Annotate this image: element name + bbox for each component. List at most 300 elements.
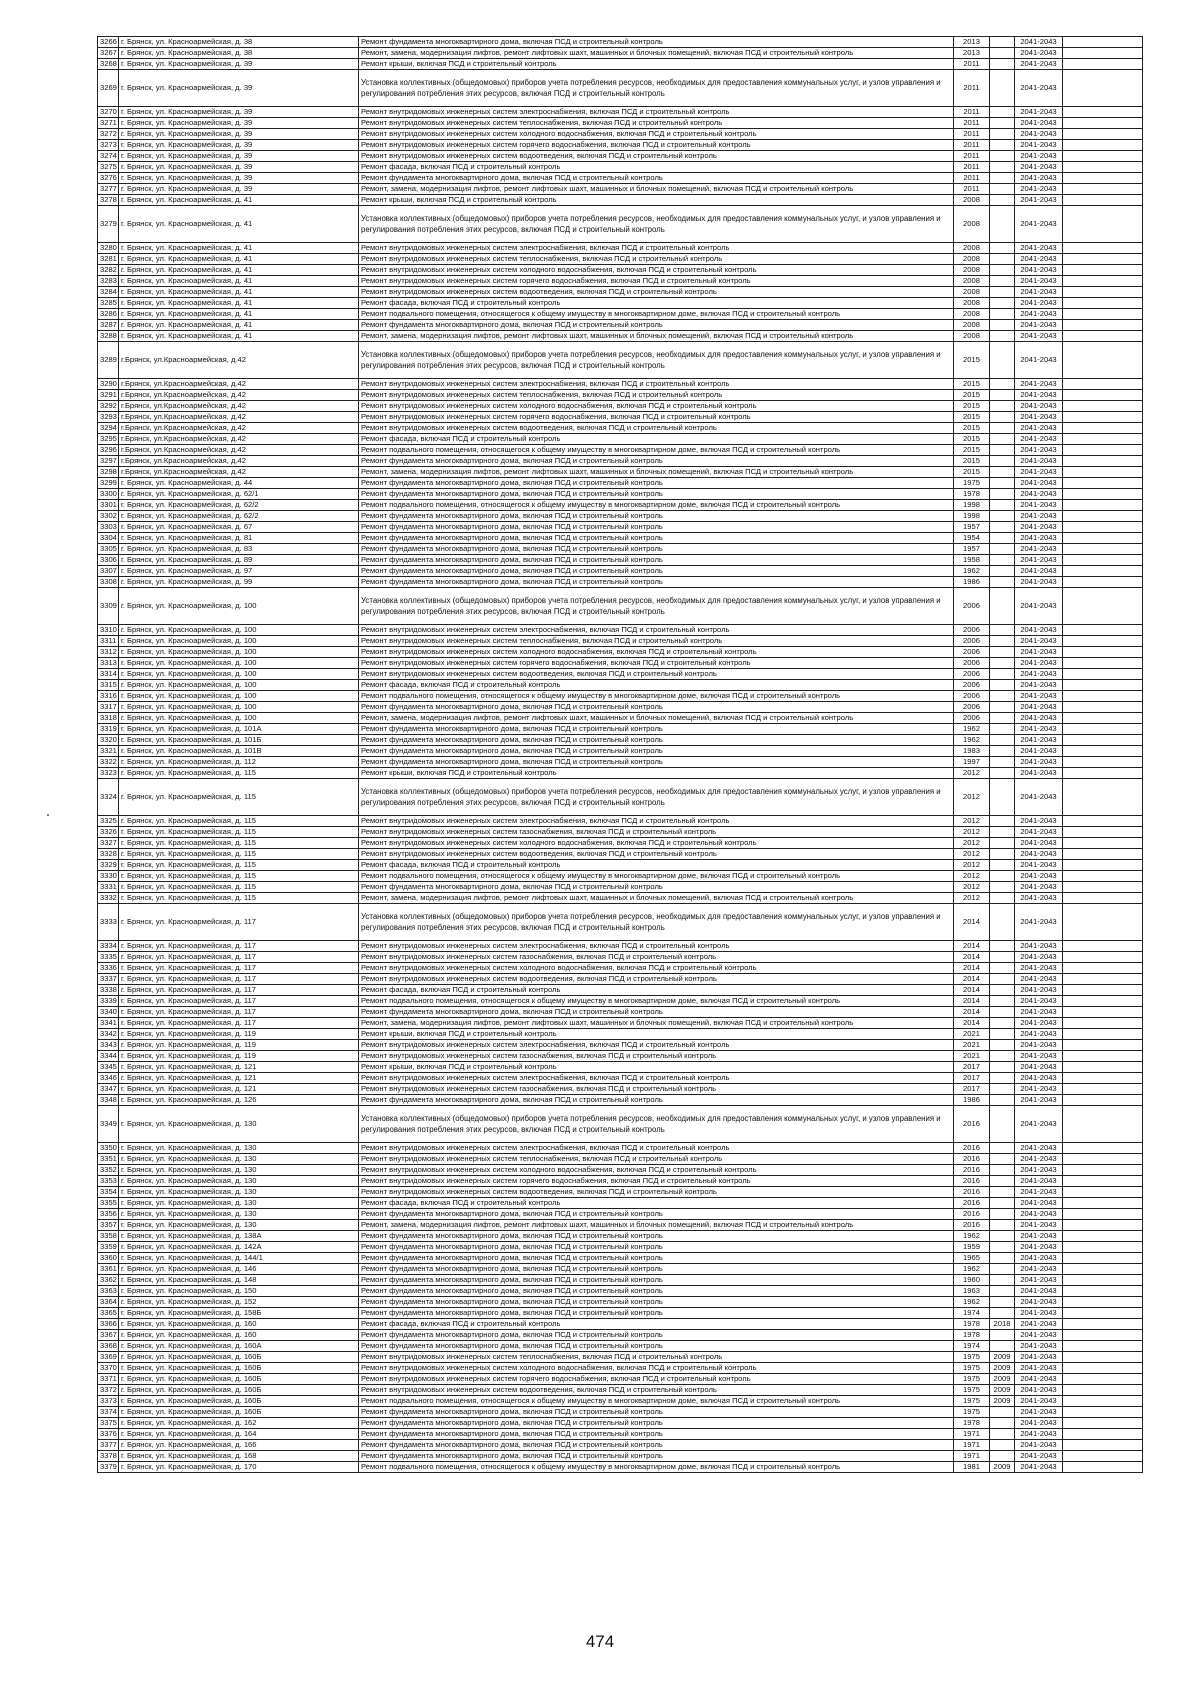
- table-row: [98, 1319, 1143, 1330]
- period-cell: 2041-2043: [1015, 173, 1063, 184]
- row-number-cell: 3302: [98, 511, 119, 522]
- period-cell: 2041-2043: [1015, 1154, 1063, 1165]
- second-year-cell: [990, 636, 1015, 647]
- work-type-cell: Ремонт внутридомовых инженерных систем холодного водоснабжения, включая ПСД и строительный контроль: [359, 963, 954, 974]
- empty-cell: [1063, 680, 1143, 691]
- period-cell: 2041-2043: [1015, 691, 1063, 702]
- empty-cell: [1063, 768, 1143, 779]
- row-number-cell: 3274: [98, 151, 119, 162]
- period-cell: 2041-2043: [1015, 1297, 1063, 1308]
- address-cell: г.Брянск, ул.Красноармейская, д.42: [119, 456, 359, 467]
- work-type-cell: Ремонт внутридомовых инженерных систем холодного водоснабжения, включая ПСД и строительный контроль: [359, 265, 954, 276]
- year-cell: 2008: [954, 320, 990, 331]
- row-number-cell: 3312: [98, 647, 119, 658]
- table-row: [98, 713, 1143, 724]
- table-row: [98, 555, 1143, 566]
- period-cell: 2041-2043: [1015, 555, 1063, 566]
- year-cell: 2011: [954, 184, 990, 195]
- empty-cell: [1063, 577, 1143, 588]
- empty-cell: [1063, 735, 1143, 746]
- year-cell: 2015: [954, 456, 990, 467]
- second-year-cell: [990, 70, 1015, 107]
- work-type-cell: Ремонт фундамента многоквартирного дома, включая ПСД и строительный контроль: [359, 746, 954, 757]
- year-cell: 2013: [954, 48, 990, 59]
- row-number-cell: 3292: [98, 401, 119, 412]
- year-cell: 2014: [954, 904, 990, 941]
- work-type-cell: Ремонт, замена, модернизация лифтов, ремонт лифтовых шахт, машинных и блочных помещений, включая ПСД и строительный контроль: [359, 48, 954, 59]
- period-cell: 2041-2043: [1015, 298, 1063, 309]
- period-cell: 2041-2043: [1015, 882, 1063, 893]
- period-cell: 2041-2043: [1015, 1418, 1063, 1429]
- empty-cell: [1063, 70, 1143, 107]
- empty-cell: [1063, 871, 1143, 882]
- row-number-cell: 3304: [98, 533, 119, 544]
- empty-cell: [1063, 1198, 1143, 1209]
- page-number: 474: [585, 1632, 615, 1651]
- empty-cell: [1063, 904, 1143, 941]
- address-cell: г. Брянск, ул. Красноармейская, д. 100: [119, 588, 359, 625]
- second-year-cell: [990, 173, 1015, 184]
- empty-cell: [1063, 1275, 1143, 1286]
- period-cell: 2041-2043: [1015, 1374, 1063, 1385]
- period-cell: 2041-2043: [1015, 1396, 1063, 1407]
- empty-cell: [1063, 996, 1143, 1007]
- period-cell: 2041-2043: [1015, 254, 1063, 265]
- second-year-cell: [990, 276, 1015, 287]
- work-type-cell: Ремонт крыши, включая ПСД и строительный контроль: [359, 1062, 954, 1073]
- address-cell: г. Брянск, ул. Красноармейская, д. 162: [119, 1418, 359, 1429]
- work-type-cell: Ремонт, замена, модернизация лифтов, ремонт лифтовых шахт, машинных и блочных помещений, включая ПСД и строительный контроль: [359, 893, 954, 904]
- year-cell: 2008: [954, 331, 990, 342]
- empty-cell: [1063, 107, 1143, 118]
- work-type-cell: Ремонт фундамента многоквартирного дома, включая ПСД и строительный контроль: [359, 735, 954, 746]
- row-number-cell: 3300: [98, 489, 119, 500]
- second-year-cell: [990, 768, 1015, 779]
- second-year-cell: [990, 309, 1015, 320]
- scan-speck: [47, 814, 49, 816]
- row-number-cell: 3290: [98, 379, 119, 390]
- table-row: [98, 904, 1143, 941]
- address-cell: г. Брянск, ул. Красноармейская, д. 117: [119, 996, 359, 1007]
- empty-cell: [1063, 713, 1143, 724]
- address-cell: г. Брянск, ул. Красноармейская, д. 100: [119, 625, 359, 636]
- row-number-cell: 3343: [98, 1040, 119, 1051]
- row-number-cell: 3269: [98, 70, 119, 107]
- second-year-cell: [990, 1198, 1015, 1209]
- empty-cell: [1063, 952, 1143, 963]
- period-cell: 2041-2043: [1015, 1407, 1063, 1418]
- work-type-cell: Установка коллективных (общедомовых) приборов учета потребления ресурсов, необходимых для предоставления коммунальных услуг, и узлов управления и регулирования потребления этих ресурсов, включая ПСД и строительный контроль: [359, 904, 954, 941]
- row-number-cell: 3365: [98, 1308, 119, 1319]
- work-type-cell: Ремонт фундамента многоквартирного дома, включая ПСД и строительный контроль: [359, 702, 954, 713]
- second-year-cell: [990, 140, 1015, 151]
- address-cell: г. Брянск, ул. Красноармейская, д. 39: [119, 70, 359, 107]
- row-number-cell: 3294: [98, 423, 119, 434]
- table-row: [98, 658, 1143, 669]
- table-row: [98, 735, 1143, 746]
- address-cell: г. Брянск, ул. Красноармейская, д. 130: [119, 1143, 359, 1154]
- address-cell: г.Брянск, ул.Красноармейская, д.42: [119, 401, 359, 412]
- row-number-cell: 3321: [98, 746, 119, 757]
- second-year-cell: [990, 1341, 1015, 1352]
- work-type-cell: Ремонт крыши, включая ПСД и строительный контроль: [359, 768, 954, 779]
- address-cell: г. Брянск, ул. Красноармейская, д. 39: [119, 173, 359, 184]
- table-row: [98, 860, 1143, 871]
- second-year-cell: [990, 48, 1015, 59]
- empty-cell: [1063, 1143, 1143, 1154]
- table-row: [98, 129, 1143, 140]
- work-type-cell: Ремонт фундамента многоквартирного дома, включая ПСД и строительный контроль: [359, 1330, 954, 1341]
- row-number-cell: 3318: [98, 713, 119, 724]
- empty-cell: [1063, 48, 1143, 59]
- address-cell: г. Брянск, ул. Красноармейская, д. 39: [119, 184, 359, 195]
- address-cell: г. Брянск, ул. Красноармейская, д. 130: [119, 1165, 359, 1176]
- row-number-cell: 3299: [98, 478, 119, 489]
- period-cell: 2041-2043: [1015, 390, 1063, 401]
- row-number-cell: 3284: [98, 287, 119, 298]
- year-cell: 1962: [954, 1231, 990, 1242]
- address-cell: г. Брянск, ул. Красноармейская, д. 101Б: [119, 735, 359, 746]
- empty-cell: [1063, 636, 1143, 647]
- work-type-cell: Ремонт фундамента многоквартирного дома, включая ПСД и строительный контроль: [359, 1451, 954, 1462]
- year-cell: 1978: [954, 1319, 990, 1330]
- second-year-cell: [990, 1264, 1015, 1275]
- work-type-cell: Ремонт фундамента многоквартирного дома, включая ПСД и строительный контроль: [359, 1440, 954, 1451]
- address-cell: г. Брянск, ул. Красноармейская, д. 115: [119, 816, 359, 827]
- work-type-cell: Ремонт фундамента многоквартирного дома, включая ПСД и строительный контроль: [359, 555, 954, 566]
- row-number-cell: 3352: [98, 1165, 119, 1176]
- address-cell: г. Брянск, ул. Красноармейская, д. 168: [119, 1451, 359, 1462]
- second-year-cell: [990, 625, 1015, 636]
- empty-cell: [1063, 1095, 1143, 1106]
- work-type-cell: Ремонт фундамента многоквартирного дома, включая ПСД и строительный контроль: [359, 522, 954, 533]
- year-cell: 2011: [954, 107, 990, 118]
- table-row: [98, 298, 1143, 309]
- empty-cell: [1063, 691, 1143, 702]
- table-row: [98, 1176, 1143, 1187]
- empty-cell: [1063, 445, 1143, 456]
- address-cell: г. Брянск, ул. Красноармейская, д. 115: [119, 779, 359, 816]
- year-cell: 2017: [954, 1062, 990, 1073]
- work-type-cell: Ремонт фундамента многоквартирного дома, включая ПСД и строительный контроль: [359, 577, 954, 588]
- second-year-cell: 2009: [990, 1374, 1015, 1385]
- year-cell: 1962: [954, 1297, 990, 1308]
- row-number-cell: 3272: [98, 129, 119, 140]
- table-row: [98, 1106, 1143, 1143]
- empty-cell: [1063, 827, 1143, 838]
- table-row: [98, 544, 1143, 555]
- table-row: [98, 871, 1143, 882]
- empty-cell: [1063, 533, 1143, 544]
- empty-cell: [1063, 1040, 1143, 1051]
- year-cell: 1954: [954, 533, 990, 544]
- table-row: [98, 412, 1143, 423]
- year-cell: 2015: [954, 342, 990, 379]
- year-cell: 2015: [954, 401, 990, 412]
- address-cell: г. Брянск, ул. Красноармейская, д. 41: [119, 287, 359, 298]
- year-cell: 2017: [954, 1073, 990, 1084]
- table-row: [98, 1396, 1143, 1407]
- empty-cell: [1063, 423, 1143, 434]
- address-cell: г. Брянск, ул. Красноармейская, д. 39: [119, 59, 359, 70]
- empty-cell: [1063, 1462, 1143, 1473]
- second-year-cell: [990, 1106, 1015, 1143]
- empty-cell: [1063, 1187, 1143, 1198]
- empty-cell: [1063, 838, 1143, 849]
- period-cell: 2041-2043: [1015, 566, 1063, 577]
- work-type-cell: Ремонт фундамента многоквартирного дома, включая ПСД и строительный контроль: [359, 456, 954, 467]
- year-cell: 2014: [954, 963, 990, 974]
- period-cell: 2041-2043: [1015, 1363, 1063, 1374]
- row-number-cell: 3326: [98, 827, 119, 838]
- second-year-cell: 2009: [990, 1352, 1015, 1363]
- second-year-cell: [990, 555, 1015, 566]
- period-cell: 2041-2043: [1015, 70, 1063, 107]
- table-row: [98, 849, 1143, 860]
- table-row: [98, 162, 1143, 173]
- second-year-cell: [990, 195, 1015, 206]
- work-type-cell: Ремонт, замена, модернизация лифтов, ремонт лифтовых шахт, машинных и блочных помещений, включая ПСД и строительный контроль: [359, 184, 954, 195]
- row-number-cell: 3303: [98, 522, 119, 533]
- address-cell: г. Брянск, ул. Красноармейская, д. 142А: [119, 1242, 359, 1253]
- work-type-cell: Ремонт фасада, включая ПСД и строительный контроль: [359, 298, 954, 309]
- empty-cell: [1063, 647, 1143, 658]
- row-number-cell: 3329: [98, 860, 119, 871]
- table-row: [98, 467, 1143, 478]
- work-type-cell: Ремонт внутридомовых инженерных систем холодного водоснабжения, включая ПСД и строительный контроль: [359, 838, 954, 849]
- year-cell: 2012: [954, 827, 990, 838]
- work-type-cell: Ремонт фундамента многоквартирного дома, включая ПСД и строительный контроль: [359, 320, 954, 331]
- period-cell: 2041-2043: [1015, 1198, 1063, 1209]
- work-type-cell: Ремонт подвального помещения, относящегося к общему имуществу в многоквартирном доме, включая ПСД и строительный контроль: [359, 996, 954, 1007]
- empty-cell: [1063, 1341, 1143, 1352]
- second-year-cell: [990, 533, 1015, 544]
- table-row: [98, 1029, 1143, 1040]
- second-year-cell: [990, 1407, 1015, 1418]
- address-cell: г. Брянск, ул. Красноармейская, д. 100: [119, 702, 359, 713]
- second-year-cell: [990, 151, 1015, 162]
- address-cell: г. Брянск, ул. Красноармейская, д. 41: [119, 265, 359, 276]
- row-number-cell: 3286: [98, 309, 119, 320]
- year-cell: 1957: [954, 522, 990, 533]
- address-cell: г. Брянск, ул. Красноармейская, д. 115: [119, 893, 359, 904]
- year-cell: 2011: [954, 173, 990, 184]
- year-cell: 2008: [954, 254, 990, 265]
- period-cell: 2041-2043: [1015, 757, 1063, 768]
- row-number-cell: 3281: [98, 254, 119, 265]
- period-cell: 2041-2043: [1015, 1084, 1063, 1095]
- address-cell: г. Брянск, ул. Красноармейская, д. 100: [119, 691, 359, 702]
- address-cell: г.Брянск, ул.Красноармейская, д.42: [119, 467, 359, 478]
- period-cell: 2041-2043: [1015, 838, 1063, 849]
- work-type-cell: Ремонт подвального помещения, относящегося к общему имуществу в многоквартирном доме, включая ПСД и строительный контроль: [359, 871, 954, 882]
- row-number-cell: 3351: [98, 1154, 119, 1165]
- second-year-cell: [990, 59, 1015, 70]
- work-type-cell: Ремонт подвального помещения, относящегося к общему имуществу в многоквартирном доме, включая ПСД и строительный контроль: [359, 691, 954, 702]
- year-cell: 2006: [954, 669, 990, 680]
- table-row: [98, 489, 1143, 500]
- row-number-cell: 3276: [98, 173, 119, 184]
- second-year-cell: [990, 1018, 1015, 1029]
- address-cell: г. Брянск, ул. Красноармейская, д. 119: [119, 1040, 359, 1051]
- address-cell: г. Брянск, ул. Красноармейская, д. 39: [119, 118, 359, 129]
- year-cell: 2016: [954, 1220, 990, 1231]
- row-number-cell: 3322: [98, 757, 119, 768]
- address-cell: г.Брянск, ул.Красноармейская, д.42: [119, 379, 359, 390]
- address-cell: г. Брянск, ул. Красноармейская, д. 100: [119, 658, 359, 669]
- year-cell: 2012: [954, 882, 990, 893]
- row-number-cell: 3330: [98, 871, 119, 882]
- work-type-cell: Ремонт внутридомовых инженерных систем теплоснабжения, включая ПСД и строительный контроль: [359, 118, 954, 129]
- row-number-cell: 3328: [98, 849, 119, 860]
- work-type-cell: Ремонт фасада, включая ПСД и строительный контроль: [359, 434, 954, 445]
- period-cell: 2041-2043: [1015, 511, 1063, 522]
- second-year-cell: [990, 566, 1015, 577]
- second-year-cell: [990, 162, 1015, 173]
- empty-cell: [1063, 1073, 1143, 1084]
- empty-cell: [1063, 1062, 1143, 1073]
- year-cell: 2012: [954, 838, 990, 849]
- second-year-cell: [990, 1286, 1015, 1297]
- row-number-cell: 3267: [98, 48, 119, 59]
- second-year-cell: [990, 342, 1015, 379]
- period-cell: 2041-2043: [1015, 713, 1063, 724]
- address-cell: г. Брянск, ул. Красноармейская, д. 38: [119, 48, 359, 59]
- address-cell: г. Брянск, ул. Красноармейская, д. 119: [119, 1051, 359, 1062]
- table-row: [98, 37, 1143, 48]
- table-row: [98, 287, 1143, 298]
- row-number-cell: 3271: [98, 118, 119, 129]
- table-row: [98, 647, 1143, 658]
- second-year-cell: [990, 893, 1015, 904]
- work-type-cell: Ремонт внутридомовых инженерных систем теплоснабжения, включая ПСД и строительный контроль: [359, 390, 954, 401]
- table-row: [98, 1198, 1143, 1209]
- second-year-cell: [990, 511, 1015, 522]
- address-cell: г. Брянск, ул. Красноармейская, д. 41: [119, 195, 359, 206]
- row-number-cell: 3354: [98, 1187, 119, 1198]
- second-year-cell: [990, 423, 1015, 434]
- empty-cell: [1063, 1106, 1143, 1143]
- work-type-cell: Ремонт внутридомовых инженерных систем газоснабжения, включая ПСД и строительный контроль: [359, 1051, 954, 1062]
- period-cell: 2041-2043: [1015, 162, 1063, 173]
- empty-cell: [1063, 1286, 1143, 1297]
- table-row: [98, 184, 1143, 195]
- second-year-cell: [990, 379, 1015, 390]
- work-type-cell: Ремонт фундамента многоквартирного дома, включая ПСД и строительный контроль: [359, 533, 954, 544]
- period-cell: 2041-2043: [1015, 735, 1063, 746]
- row-number-cell: 3372: [98, 1385, 119, 1396]
- row-number-cell: 3280: [98, 243, 119, 254]
- table-row: [98, 1462, 1143, 1473]
- year-cell: 1998: [954, 500, 990, 511]
- address-cell: г. Брянск, ул. Красноармейская, д. 160Б: [119, 1374, 359, 1385]
- second-year-cell: [990, 1165, 1015, 1176]
- period-cell: 2041-2043: [1015, 140, 1063, 151]
- second-year-cell: [990, 1253, 1015, 1264]
- row-number-cell: 3320: [98, 735, 119, 746]
- row-number-cell: 3316: [98, 691, 119, 702]
- year-cell: 1978: [954, 1330, 990, 1341]
- period-cell: 2041-2043: [1015, 1106, 1063, 1143]
- year-cell: 2011: [954, 118, 990, 129]
- second-year-cell: [990, 1209, 1015, 1220]
- row-number-cell: 3282: [98, 265, 119, 276]
- second-year-cell: [990, 713, 1015, 724]
- work-type-cell: Ремонт внутридомовых инженерных систем водоотведения, включая ПСД и строительный контроль: [359, 1187, 954, 1198]
- second-year-cell: [990, 1062, 1015, 1073]
- period-cell: 2041-2043: [1015, 1231, 1063, 1242]
- row-number-cell: 3374: [98, 1407, 119, 1418]
- year-cell: 1962: [954, 566, 990, 577]
- table-row: [98, 118, 1143, 129]
- row-number-cell: 3350: [98, 1143, 119, 1154]
- empty-cell: [1063, 985, 1143, 996]
- address-cell: г. Брянск, ул. Красноармейская, д. 117: [119, 941, 359, 952]
- address-cell: г.Брянск, ул.Красноармейская, д.42: [119, 342, 359, 379]
- row-number-cell: 3375: [98, 1418, 119, 1429]
- row-number-cell: 3307: [98, 566, 119, 577]
- period-cell: 2041-2043: [1015, 118, 1063, 129]
- table-row: [98, 882, 1143, 893]
- work-type-cell: Установка коллективных (общедомовых) приборов учета потребления ресурсов, необходимых для предоставления коммунальных услуг, и узлов управления и регулирования потребления этих ресурсов, включая ПСД и строительный контроль: [359, 779, 954, 816]
- table-row: [98, 1429, 1143, 1440]
- year-cell: 2008: [954, 195, 990, 206]
- year-cell: 1997: [954, 757, 990, 768]
- table-row: [98, 1040, 1143, 1051]
- year-cell: 2016: [954, 1198, 990, 1209]
- empty-cell: [1063, 1007, 1143, 1018]
- period-cell: 2041-2043: [1015, 320, 1063, 331]
- address-cell: г. Брянск, ул. Красноармейская, д. 121: [119, 1062, 359, 1073]
- second-year-cell: [990, 478, 1015, 489]
- year-cell: 2015: [954, 423, 990, 434]
- year-cell: 1962: [954, 1264, 990, 1275]
- work-type-cell: Ремонт подвального помещения, относящегося к общему имуществу в многоквартирном доме, включая ПСД и строительный контроль: [359, 309, 954, 320]
- row-number-cell: 3362: [98, 1275, 119, 1286]
- address-cell: г.Брянск, ул.Красноармейская, д.42: [119, 390, 359, 401]
- period-cell: 2041-2043: [1015, 500, 1063, 511]
- row-number-cell: 3373: [98, 1396, 119, 1407]
- row-number-cell: 3314: [98, 669, 119, 680]
- row-number-cell: 3371: [98, 1374, 119, 1385]
- address-cell: г. Брянск, ул. Красноармейская, д. 150: [119, 1286, 359, 1297]
- empty-cell: [1063, 162, 1143, 173]
- table-row: [98, 59, 1143, 70]
- second-year-cell: [990, 838, 1015, 849]
- address-cell: г. Брянск, ул. Красноармейская, д. 39: [119, 151, 359, 162]
- second-year-cell: [990, 1154, 1015, 1165]
- empty-cell: [1063, 184, 1143, 195]
- period-cell: 2041-2043: [1015, 1220, 1063, 1231]
- repair-schedule-table: [97, 36, 1143, 1473]
- year-cell: 2016: [954, 1165, 990, 1176]
- table-row: [98, 500, 1143, 511]
- year-cell: 2016: [954, 1176, 990, 1187]
- empty-cell: [1063, 243, 1143, 254]
- empty-cell: [1063, 1418, 1143, 1429]
- work-type-cell: Установка коллективных (общедомовых) приборов учета потребления ресурсов, необходимых для предоставления коммунальных услуг, и узлов управления и регулирования потребления этих ресурсов, включая ПСД и строительный контроль: [359, 588, 954, 625]
- empty-cell: [1063, 379, 1143, 390]
- year-cell: 2008: [954, 309, 990, 320]
- second-year-cell: [990, 1429, 1015, 1440]
- work-type-cell: Ремонт внутридомовых инженерных систем электроснабжения, включая ПСД и строительный контроль: [359, 1040, 954, 1051]
- work-type-cell: Ремонт крыши, включая ПСД и строительный контроль: [359, 1029, 954, 1040]
- address-cell: г. Брянск, ул. Красноармейская, д. 117: [119, 952, 359, 963]
- work-type-cell: Ремонт фундамента многоквартирного дома, включая ПСД и строительный контроль: [359, 1007, 954, 1018]
- work-type-cell: Ремонт внутридомовых инженерных систем электроснабжения, включая ПСД и строительный контроль: [359, 107, 954, 118]
- row-number-cell: 3369: [98, 1352, 119, 1363]
- year-cell: 2014: [954, 1007, 990, 1018]
